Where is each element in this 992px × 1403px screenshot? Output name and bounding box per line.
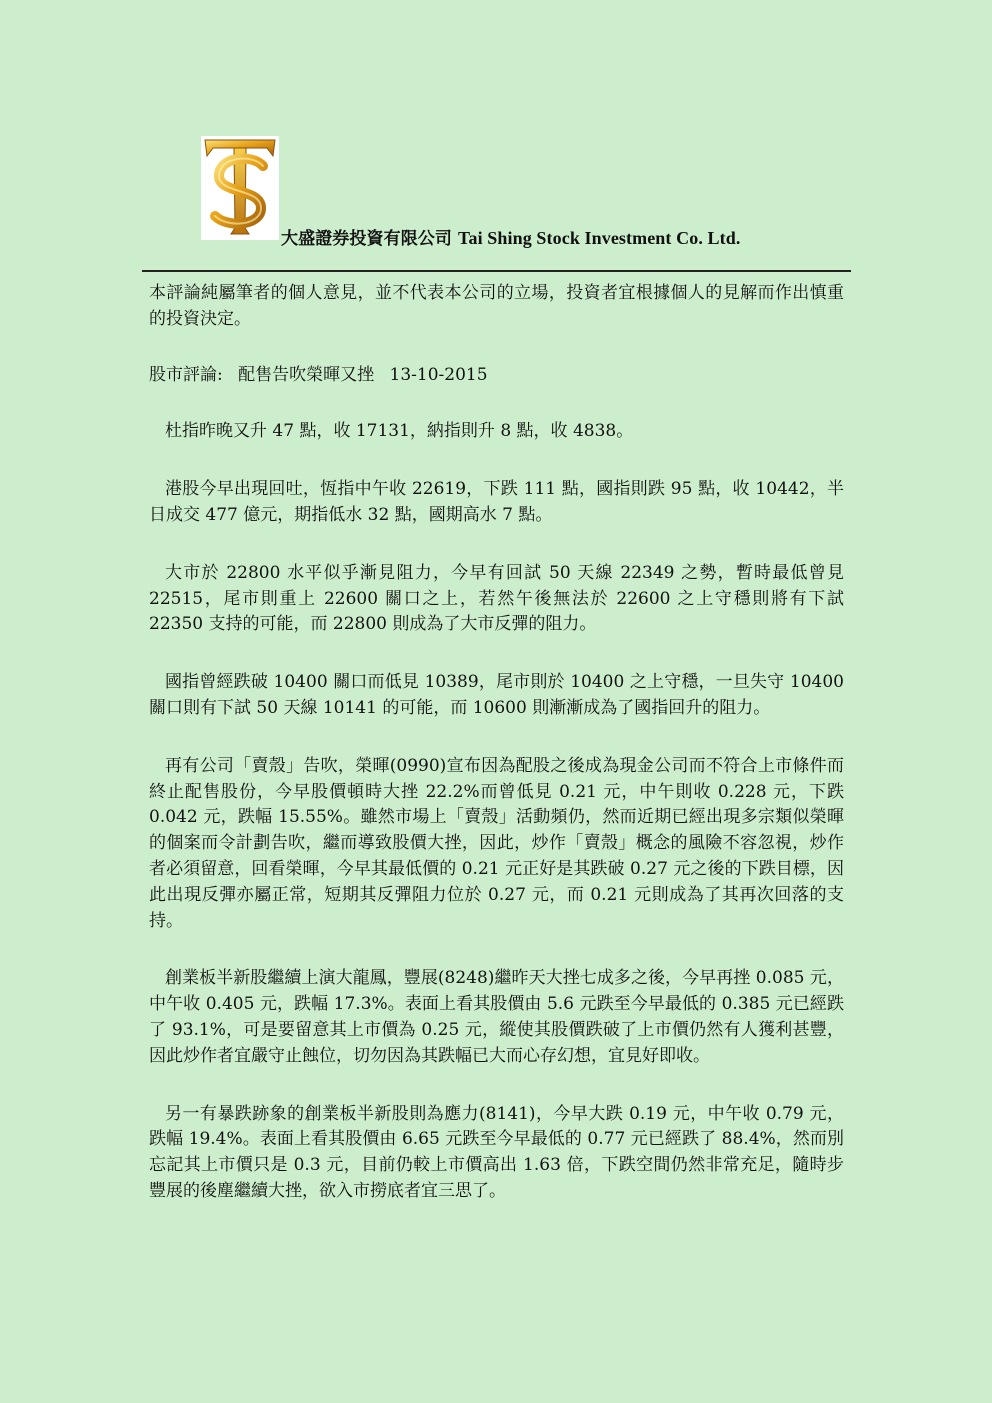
company-name-english: Tai Shing Stock Investment Co. Ltd. bbox=[458, 228, 741, 248]
paragraph-stock-8141: 另一有暴跌跡象的創業板半新股則為應力(8141)，今早大跌 0.19 元，中午收 0.79 元，跌幅 19.4%。表面上看其股價由 6.65 元跌至今早最低的 0.77 元已經跌了 88.4%，然而別忘記其上市價只是 0.3 元，目前仍較上市價高出 1.63 倍，下跌空間仍然非常充足，隨時步豐展的後塵繼續大挫，欲入市撈底者宜三思了。 bbox=[149, 1103, 844, 1201]
paragraph-us-markets: 杜指昨晚又升 47 點，收 17131，納指則升 8 點，收 4838。 bbox=[165, 421, 634, 442]
document-body bbox=[149, 281, 844, 1237]
company-logo bbox=[201, 136, 279, 240]
company-name-chinese: 大盛證券投資有限公司 bbox=[281, 229, 452, 249]
headline-title: 配售告吹榮暉又挫 bbox=[238, 364, 375, 385]
paragraph-hk-market-summary: 港股今早出現回吐，恆指中午收 22619，下跌 111 點，國指則跌 95 點，收 10442，半日成交 477 億元，期指低水 32 點，國期高水 7 點。 bbox=[149, 479, 844, 525]
article-headline bbox=[149, 363, 844, 389]
paragraph-hscei-analysis: 國指曾經跌破 10400 關口而低見 10389，尾市則於 10400 之上守穩，一旦失守 10400 關口則有下試 50 天線 10141 的可能，而 10600 則漸漸成為了國指回升的阻力。 bbox=[149, 672, 844, 718]
header-divider bbox=[142, 270, 851, 272]
paragraph-stock-8248: 創業板半新股繼續上演大龍鳳，豐展(8248)繼昨天大挫七成多之後，今早再挫 0.085 元，中午收 0.405 元，跌幅 17.3%。表面上看其股價由 5.6 元跌至今早最低的 0.385 元已經跌了 93.1%，可是要留意其上市價為 0.25 元，縱使其股價跌破了上市價仍然有人獲利甚豐，因此炒作者宜嚴守止蝕位，切勿因為其跌幅已大而心存幻想，宜見好即收。 bbox=[149, 968, 844, 1066]
ts-dollar-logo-icon bbox=[201, 136, 279, 240]
headline-date: 13-10-2015 bbox=[389, 364, 488, 385]
headline-label: 股市評論: bbox=[149, 364, 223, 385]
disclaimer: 本評論純屬筆者的個人意見，並不代表本公司的立場，投資者宜根據個人的見解而作出慎重的投資決定。 bbox=[149, 283, 844, 329]
paragraph-hsi-analysis: 大市於 22800 水平似乎漸見阻力，今早有回試 50 天線 22349 之勢，暫時最低曾見 22515，尾市則重上 22600 關口之上，若然午後無法於 22600 之上守穩則將有下試 22350 支持的可能，而 22800 則成為了大市反彈的阻力。 bbox=[149, 562, 844, 635]
company-name bbox=[281, 224, 740, 249]
paragraph-stock-0990: 再有公司「賣殼」告吹，榮暉(0990)宣布因為配股之後成為現金公司而不符合上市條件而終止配售股份，今早股價頓時大挫 22.2%而曾低見 0.21 元，中午則收 0.228 元，下跌 0.042 元，跌幅 15.55%。雖然市場上「賣殼」活動頻仍，然而近期已經出現多宗類似榮暉的個案而令計劃告吹，繼而導致股價大挫，因此，炒作「賣殼」概念的風險不容忽視，炒作者必須留意，回看榮暉，今早其最低價的 0.21 元正好是其跌破 0.27 元之後的下跌目標，因此出現反彈亦屬正常，短期其反彈阻力位於 0.27 元，而 0.21 元則成為了其再次回落的支持。 bbox=[149, 755, 844, 931]
